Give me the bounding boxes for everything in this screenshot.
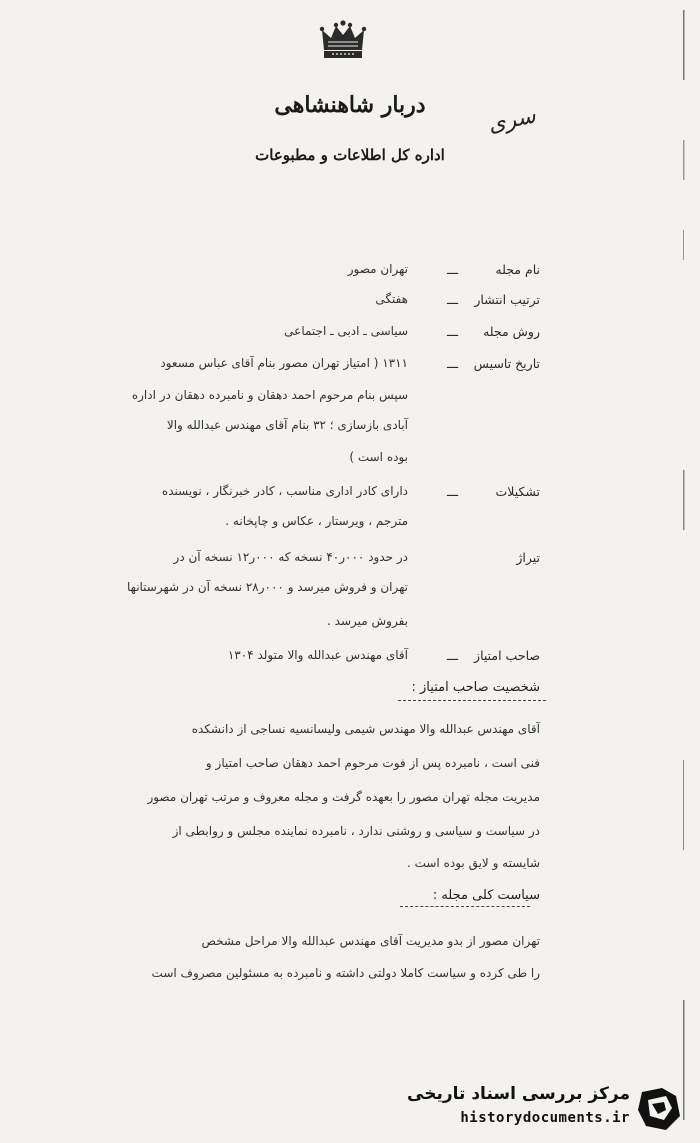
field-dash: ـــ [447,262,458,277]
institution-title: دربار شاهنشاهی [274,92,426,118]
field-label-owner: صاحب امتیاز [474,648,540,663]
circulation-line: در حدود ۰۰۰ر۴۰ نسخه که ۰۰۰ر۱۲ نسخه آن در [173,550,408,564]
heading-underline [398,700,546,701]
policy-paragraph-line: تهران مصور از بدو مدیریت آقای مهندس عبدالله والا مراحل مشخص [201,934,540,948]
owner-paragraph-line: فنی است ، نامبرده پس از فوت مرحوم احمد دهقان صاحب امتیاز و [205,756,540,770]
field-dash: ـــ [447,356,458,371]
circulation-line: تهران و فروش میرسد و ۰۰۰ر۲۸ نسخه آن در شهرستانها [127,580,408,594]
policy-paragraph-line: را طی کرده و سیاست کاملا دولتی داشته و نامبرده به مسئولین مصروف است [151,966,540,980]
scan-edge-marks [680,0,686,1143]
field-label-founded: تاریخ تاسیس [473,356,540,371]
organization-line: دارای کادر اداری مناسب ، کادر خبرنگار ، نویسنده [161,484,408,498]
field-value-frequency: هفتگی [375,292,408,306]
section-heading-owner: شخصیت صاحب امتیاز : [411,680,540,695]
owner-paragraph-line: شایسته و لایق بوده است . [406,856,540,870]
founded-continuation-line: بوده است ) [349,450,408,464]
section-heading-policy: سیاست کلی مجله : [432,888,540,903]
founded-continuation-line: سپس بنام مرحوم احمد دهقان و نامبرده دهقان در اداره [131,388,408,402]
owner-paragraph-line: در سیاست و سیاسی و روشنی ندارد ، نامبرده نماینده مجلس و روابطی از [172,824,540,838]
field-value-owner: آقای مهندس عبدالله والا متولد ۱۳۰۴ [227,648,408,662]
field-label-circulation: تیراژ [516,550,540,565]
owner-paragraph-line: آقای مهندس عبدالله والا مهندس شیمی ولیسانسیه نساجی از دانشکده [191,722,540,736]
field-dash: ـــ [447,292,458,307]
organization-line: مترجم ، ویرستار ، عکاس و چاپخانه . [225,514,408,528]
circulation-line: بفروش میرسد . [327,614,408,628]
founded-continuation-line: آبادی بازسازی ؛ ۳۲ بنام آقای مهندس عبدالله والا [166,418,408,432]
owner-paragraph-line: مدیریت مجله تهران مصور را بعهده گرفت و مجله معروف و مرتب تهران مصور [147,790,540,804]
field-value-founded: ۱۳۱۱ ( امتیاز تهران مصور بنام آقای عباس مسعود [160,356,408,370]
archive-logo-icon [636,1086,684,1132]
field-dash: ـــ [447,484,458,499]
field-dash: ـــ [447,324,458,339]
field-label-frequency: ترتیب انتشار [474,292,540,307]
heading-underline [400,906,530,907]
field-label-type: روش مجله [483,324,540,339]
watermark-url: historydocuments.ir [460,1110,630,1126]
field-dash: ـــ [447,648,458,663]
field-label-name: نام مجله [495,262,540,277]
field-value-type: سیاسی ـ ادبی ـ اجتماعی [284,324,408,338]
archive-watermark [407,1082,688,1138]
field-label-organization: تشکیلات [495,484,540,499]
field-value-name: تهران مصور [347,262,408,276]
crown-emblem-icon [318,20,368,64]
watermark-title: مرکز بررسی اسناد تاریخی [407,1084,630,1104]
department-title: اداره کل اطلاعات و مطبوعات [255,146,445,164]
classification-stamp: سری [485,103,538,138]
